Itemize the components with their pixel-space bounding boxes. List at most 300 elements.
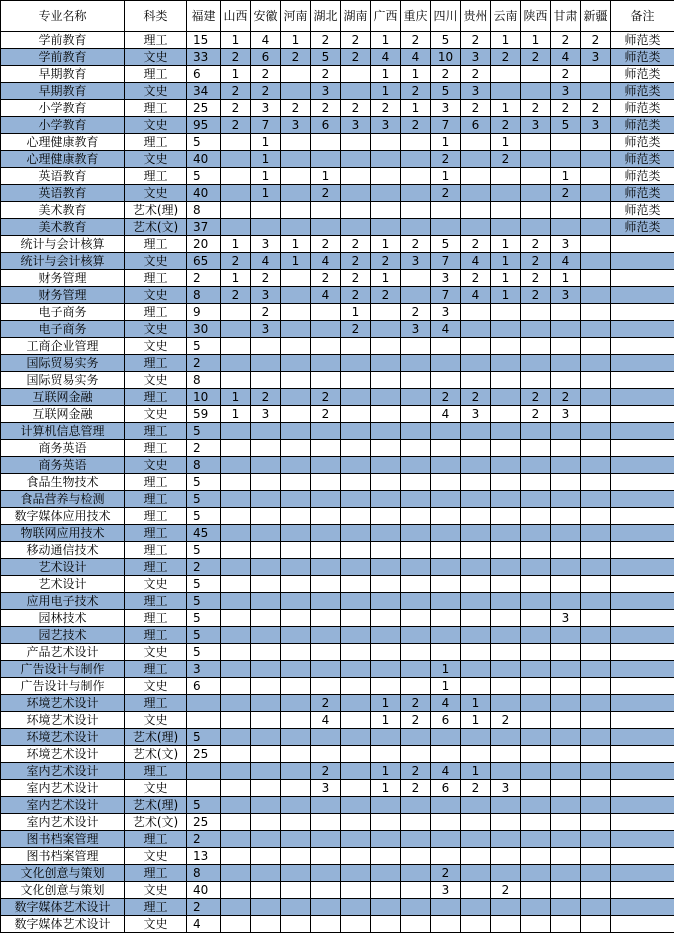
- cell-major-name: 物联网应用技术: [1, 525, 125, 542]
- cell-xinjiang: [581, 253, 611, 270]
- cell-chongqing: [401, 287, 431, 304]
- cell-fujian: 25: [187, 100, 221, 117]
- cell-chongqing: [401, 406, 431, 423]
- cell-shaanxi: [521, 321, 551, 338]
- cell-xinjiang: [581, 304, 611, 321]
- cell-hubei: 3: [311, 83, 341, 100]
- cell-major-name: 心理健康教育: [1, 134, 125, 151]
- cell-hunan: [341, 797, 371, 814]
- cell-shaanxi: 2: [521, 389, 551, 406]
- cell-gansu: 2: [551, 100, 581, 117]
- cell-category: 文史: [125, 916, 187, 933]
- cell-henan: [281, 831, 311, 848]
- cell-chongqing: 2: [401, 780, 431, 797]
- cell-category: 文史: [125, 151, 187, 168]
- cell-hubei: [311, 440, 341, 457]
- cell-xinjiang: 3: [581, 117, 611, 134]
- cell-hubei: 2: [311, 763, 341, 780]
- cell-remark: 师范类: [611, 134, 674, 151]
- cell-gansu: [551, 746, 581, 763]
- cell-anhui: [251, 763, 281, 780]
- cell-henan: [281, 457, 311, 474]
- cell-major-name: 食品营养与检测: [1, 491, 125, 508]
- cell-guangxi: [371, 559, 401, 576]
- cell-hunan: [341, 389, 371, 406]
- cell-fujian: 9: [187, 304, 221, 321]
- cell-yunnan: [491, 695, 521, 712]
- cell-category: 理工: [125, 168, 187, 185]
- cell-fujian: 6: [187, 678, 221, 695]
- cell-hubei: [311, 474, 341, 491]
- cell-chongqing: [401, 134, 431, 151]
- cell-hubei: 6: [311, 117, 341, 134]
- table-row: [1, 899, 674, 916]
- cell-guangxi: 1: [371, 66, 401, 83]
- cell-guangxi: 1: [371, 780, 401, 797]
- cell-gansu: [551, 780, 581, 797]
- cell-remark: [611, 525, 674, 542]
- cell-major-name: 小学教育: [1, 100, 125, 117]
- cell-major-name: 学前教育: [1, 49, 125, 66]
- cell-chongqing: 4: [401, 49, 431, 66]
- cell-remark: [611, 814, 674, 831]
- cell-sichuan: 3: [431, 304, 461, 321]
- cell-anhui: [251, 627, 281, 644]
- cell-guangxi: [371, 899, 401, 916]
- cell-gansu: 2: [551, 32, 581, 49]
- cell-henan: [281, 814, 311, 831]
- cell-shanxi: [221, 797, 251, 814]
- cell-hubei: 3: [311, 780, 341, 797]
- cell-gansu: [551, 423, 581, 440]
- cell-xinjiang: [581, 491, 611, 508]
- cell-xinjiang: [581, 66, 611, 83]
- cell-major-name: 电子商务: [1, 304, 125, 321]
- cell-shaanxi: [521, 440, 551, 457]
- cell-yunnan: [491, 814, 521, 831]
- cell-major-name: 财务管理: [1, 287, 125, 304]
- cell-category: 理工: [125, 525, 187, 542]
- cell-yunnan: [491, 865, 521, 882]
- cell-category: 文史: [125, 321, 187, 338]
- cell-guizhou: [461, 202, 491, 219]
- cell-shaanxi: [521, 627, 551, 644]
- table-row: [1, 457, 674, 474]
- cell-sichuan: [431, 814, 461, 831]
- cell-shanxi: [221, 355, 251, 372]
- cell-xinjiang: [581, 372, 611, 389]
- cell-gansu: 3: [551, 406, 581, 423]
- cell-category: 艺术(理): [125, 202, 187, 219]
- cell-anhui: [251, 508, 281, 525]
- cell-anhui: 3: [251, 100, 281, 117]
- cell-guangxi: [371, 865, 401, 882]
- cell-guangxi: 1: [371, 712, 401, 729]
- cell-yunnan: 1: [491, 236, 521, 253]
- table-row: [1, 661, 674, 678]
- cell-hunan: 1: [341, 304, 371, 321]
- cell-anhui: 1: [251, 185, 281, 202]
- cell-major-name: 商务英语: [1, 440, 125, 457]
- cell-category: 艺术(文): [125, 814, 187, 831]
- cell-gansu: 2: [551, 185, 581, 202]
- cell-anhui: 2: [251, 304, 281, 321]
- cell-hunan: [341, 406, 371, 423]
- cell-hunan: [341, 474, 371, 491]
- cell-guangxi: [371, 338, 401, 355]
- cell-remark: [611, 576, 674, 593]
- header-fujian: 福建: [187, 1, 221, 32]
- cell-anhui: [251, 848, 281, 865]
- cell-gansu: 3: [551, 610, 581, 627]
- cell-major-name: 心理健康教育: [1, 151, 125, 168]
- cell-guangxi: [371, 202, 401, 219]
- cell-henan: [281, 525, 311, 542]
- cell-major-name: 环境艺术设计: [1, 746, 125, 763]
- cell-shaanxi: [521, 474, 551, 491]
- cell-remark: [611, 780, 674, 797]
- cell-guangxi: [371, 491, 401, 508]
- cell-hubei: [311, 304, 341, 321]
- cell-xinjiang: [581, 593, 611, 610]
- table-row: [1, 49, 674, 66]
- table-row: [1, 627, 674, 644]
- cell-major-name: 计算机信息管理: [1, 423, 125, 440]
- cell-category: 理工: [125, 32, 187, 49]
- cell-remark: [611, 270, 674, 287]
- table-row: [1, 508, 674, 525]
- cell-shanxi: [221, 644, 251, 661]
- cell-major-name: 环境艺术设计: [1, 695, 125, 712]
- cell-anhui: [251, 559, 281, 576]
- cell-guangxi: [371, 831, 401, 848]
- cell-hunan: [341, 729, 371, 746]
- cell-guangxi: [371, 848, 401, 865]
- cell-guizhou: 2: [461, 66, 491, 83]
- cell-yunnan: 1: [491, 270, 521, 287]
- table-row: [1, 389, 674, 406]
- cell-yunnan: [491, 644, 521, 661]
- cell-shanxi: [221, 491, 251, 508]
- cell-chongqing: [401, 559, 431, 576]
- cell-sichuan: [431, 338, 461, 355]
- cell-xinjiang: [581, 712, 611, 729]
- cell-shaanxi: 2: [521, 100, 551, 117]
- cell-xinjiang: [581, 627, 611, 644]
- cell-sichuan: 1: [431, 134, 461, 151]
- cell-yunnan: [491, 542, 521, 559]
- cell-guizhou: 2: [461, 780, 491, 797]
- cell-shanxi: 2: [221, 49, 251, 66]
- cell-hubei: [311, 627, 341, 644]
- cell-henan: [281, 372, 311, 389]
- cell-shaanxi: [521, 372, 551, 389]
- cell-gansu: [551, 559, 581, 576]
- cell-xinjiang: [581, 763, 611, 780]
- cell-major-name: 数字媒体艺术设计: [1, 899, 125, 916]
- cell-xinjiang: [581, 848, 611, 865]
- cell-anhui: [251, 746, 281, 763]
- cell-fujian: 5: [187, 644, 221, 661]
- cell-guizhou: [461, 151, 491, 168]
- cell-shanxi: [221, 423, 251, 440]
- cell-xinjiang: [581, 780, 611, 797]
- cell-sichuan: [431, 440, 461, 457]
- cell-fujian: 45: [187, 525, 221, 542]
- cell-hunan: [341, 508, 371, 525]
- cell-guizhou: 2: [461, 270, 491, 287]
- cell-sichuan: [431, 576, 461, 593]
- cell-xinjiang: [581, 321, 611, 338]
- cell-shanxi: [221, 814, 251, 831]
- cell-gansu: [551, 474, 581, 491]
- cell-xinjiang: [581, 389, 611, 406]
- cell-fujian: 2: [187, 440, 221, 457]
- cell-anhui: [251, 355, 281, 372]
- cell-guangxi: 2: [371, 100, 401, 117]
- cell-shanxi: 2: [221, 100, 251, 117]
- cell-chongqing: 1: [401, 66, 431, 83]
- cell-xinjiang: [581, 814, 611, 831]
- cell-shanxi: 2: [221, 83, 251, 100]
- cell-shaanxi: [521, 610, 551, 627]
- cell-remark: [611, 457, 674, 474]
- cell-sichuan: 5: [431, 83, 461, 100]
- cell-xinjiang: [581, 202, 611, 219]
- cell-category: 艺术(文): [125, 746, 187, 763]
- cell-shanxi: [221, 746, 251, 763]
- cell-sichuan: [431, 644, 461, 661]
- cell-category: 艺术(理): [125, 729, 187, 746]
- cell-yunnan: [491, 304, 521, 321]
- cell-shaanxi: 2: [521, 270, 551, 287]
- cell-hubei: [311, 831, 341, 848]
- table-row: [1, 253, 674, 270]
- header-xinjiang: 新疆: [581, 1, 611, 32]
- cell-sichuan: 3: [431, 270, 461, 287]
- cell-henan: [281, 185, 311, 202]
- cell-shanxi: [221, 831, 251, 848]
- cell-hunan: [341, 168, 371, 185]
- cell-hunan: 2: [341, 253, 371, 270]
- cell-shaanxi: [521, 457, 551, 474]
- cell-shanxi: [221, 848, 251, 865]
- cell-hunan: [341, 763, 371, 780]
- table-row: [1, 100, 674, 117]
- cell-chongqing: [401, 219, 431, 236]
- cell-henan: [281, 627, 311, 644]
- cell-category: 理工: [125, 389, 187, 406]
- cell-chongqing: 3: [401, 321, 431, 338]
- cell-shaanxi: 2: [521, 287, 551, 304]
- cell-fujian: 59: [187, 406, 221, 423]
- cell-guangxi: 1: [371, 236, 401, 253]
- cell-xinjiang: [581, 865, 611, 882]
- cell-xinjiang: [581, 355, 611, 372]
- cell-sichuan: 7: [431, 117, 461, 134]
- cell-shaanxi: [521, 763, 551, 780]
- table-row: [1, 270, 674, 287]
- cell-chongqing: [401, 270, 431, 287]
- cell-anhui: 6: [251, 49, 281, 66]
- cell-henan: [281, 338, 311, 355]
- cell-yunnan: [491, 848, 521, 865]
- cell-chongqing: [401, 814, 431, 831]
- cell-henan: [281, 134, 311, 151]
- cell-major-name: 早期教育: [1, 83, 125, 100]
- cell-fujian: 5: [187, 542, 221, 559]
- cell-guizhou: [461, 627, 491, 644]
- cell-guangxi: [371, 474, 401, 491]
- cell-hubei: 2: [311, 389, 341, 406]
- cell-xinjiang: [581, 236, 611, 253]
- table-row: [1, 780, 674, 797]
- cell-major-name: 美术教育: [1, 202, 125, 219]
- cell-shanxi: [221, 134, 251, 151]
- cell-yunnan: [491, 746, 521, 763]
- table-row: [1, 423, 674, 440]
- cell-guangxi: [371, 882, 401, 899]
- cell-guizhou: 6: [461, 117, 491, 134]
- table-row: [1, 814, 674, 831]
- cell-henan: [281, 151, 311, 168]
- cell-category: 文史: [125, 253, 187, 270]
- cell-yunnan: [491, 491, 521, 508]
- cell-anhui: [251, 440, 281, 457]
- cell-anhui: [251, 661, 281, 678]
- cell-remark: 师范类: [611, 100, 674, 117]
- cell-category: 理工: [125, 100, 187, 117]
- cell-hubei: [311, 491, 341, 508]
- cell-major-name: 美术教育: [1, 219, 125, 236]
- cell-category: 理工: [125, 610, 187, 627]
- cell-major-name: 园艺技术: [1, 627, 125, 644]
- cell-guizhou: [461, 746, 491, 763]
- cell-category: 文史: [125, 644, 187, 661]
- cell-chongqing: [401, 627, 431, 644]
- cell-yunnan: [491, 678, 521, 695]
- cell-henan: 1: [281, 253, 311, 270]
- cell-guangxi: [371, 797, 401, 814]
- cell-sichuan: 2: [431, 865, 461, 882]
- cell-shanxi: [221, 661, 251, 678]
- cell-sichuan: [431, 848, 461, 865]
- cell-guangxi: [371, 372, 401, 389]
- cell-shanxi: 1: [221, 389, 251, 406]
- cell-shanxi: [221, 508, 251, 525]
- cell-major-name: 室内艺术设计: [1, 780, 125, 797]
- cell-xinjiang: [581, 457, 611, 474]
- cell-guangxi: 1: [371, 83, 401, 100]
- cell-yunnan: [491, 610, 521, 627]
- cell-guizhou: [461, 559, 491, 576]
- cell-guangxi: [371, 168, 401, 185]
- cell-hubei: [311, 457, 341, 474]
- cell-fujian: 2: [187, 831, 221, 848]
- cell-chongqing: [401, 831, 431, 848]
- cell-hunan: [341, 899, 371, 916]
- cell-shanxi: 1: [221, 66, 251, 83]
- cell-chongqing: 3: [401, 253, 431, 270]
- table-row: [1, 576, 674, 593]
- cell-guangxi: [371, 355, 401, 372]
- cell-major-name: 艺术设计: [1, 576, 125, 593]
- cell-remark: [611, 712, 674, 729]
- cell-henan: [281, 423, 311, 440]
- cell-major-name: 移动通信技术: [1, 542, 125, 559]
- cell-hunan: [341, 83, 371, 100]
- cell-anhui: [251, 423, 281, 440]
- cell-major-name: 电子商务: [1, 321, 125, 338]
- cell-shaanxi: [521, 134, 551, 151]
- cell-guangxi: [371, 542, 401, 559]
- cell-yunnan: 1: [491, 32, 521, 49]
- cell-remark: [611, 389, 674, 406]
- cell-gansu: [551, 899, 581, 916]
- cell-anhui: 3: [251, 321, 281, 338]
- cell-guangxi: 1: [371, 695, 401, 712]
- cell-sichuan: [431, 559, 461, 576]
- cell-shanxi: [221, 780, 251, 797]
- cell-shanxi: [221, 559, 251, 576]
- cell-major-name: 室内艺术设计: [1, 763, 125, 780]
- cell-fujian: 40: [187, 185, 221, 202]
- cell-henan: [281, 729, 311, 746]
- cell-fujian: 6: [187, 66, 221, 83]
- cell-sichuan: [431, 202, 461, 219]
- cell-remark: 师范类: [611, 49, 674, 66]
- cell-major-name: 财务管理: [1, 270, 125, 287]
- cell-yunnan: [491, 457, 521, 474]
- cell-anhui: 2: [251, 389, 281, 406]
- table-row: [1, 916, 674, 933]
- cell-shaanxi: [521, 916, 551, 933]
- cell-shanxi: 1: [221, 236, 251, 253]
- cell-shaanxi: [521, 423, 551, 440]
- cell-guangxi: [371, 134, 401, 151]
- cell-hunan: [341, 593, 371, 610]
- cell-henan: [281, 304, 311, 321]
- cell-shanxi: [221, 576, 251, 593]
- cell-major-name: 统计与会计核算: [1, 253, 125, 270]
- cell-shaanxi: [521, 780, 551, 797]
- cell-chongqing: [401, 355, 431, 372]
- cell-henan: [281, 763, 311, 780]
- cell-hunan: [341, 491, 371, 508]
- cell-hubei: [311, 848, 341, 865]
- cell-guizhou: [461, 661, 491, 678]
- cell-category: 理工: [125, 763, 187, 780]
- cell-gansu: [551, 134, 581, 151]
- cell-hunan: [341, 372, 371, 389]
- cell-fujian: [187, 712, 221, 729]
- cell-fujian: 5: [187, 134, 221, 151]
- cell-remark: [611, 593, 674, 610]
- cell-yunnan: [491, 406, 521, 423]
- cell-major-name: 应用电子技术: [1, 593, 125, 610]
- cell-gansu: 4: [551, 49, 581, 66]
- cell-yunnan: 2: [491, 117, 521, 134]
- cell-sichuan: [431, 729, 461, 746]
- cell-major-name: 室内艺术设计: [1, 797, 125, 814]
- cell-guizhou: [461, 831, 491, 848]
- cell-sichuan: [431, 491, 461, 508]
- cell-gansu: 2: [551, 66, 581, 83]
- cell-shanxi: 1: [221, 32, 251, 49]
- cell-henan: [281, 202, 311, 219]
- cell-chongqing: [401, 899, 431, 916]
- cell-shanxi: [221, 202, 251, 219]
